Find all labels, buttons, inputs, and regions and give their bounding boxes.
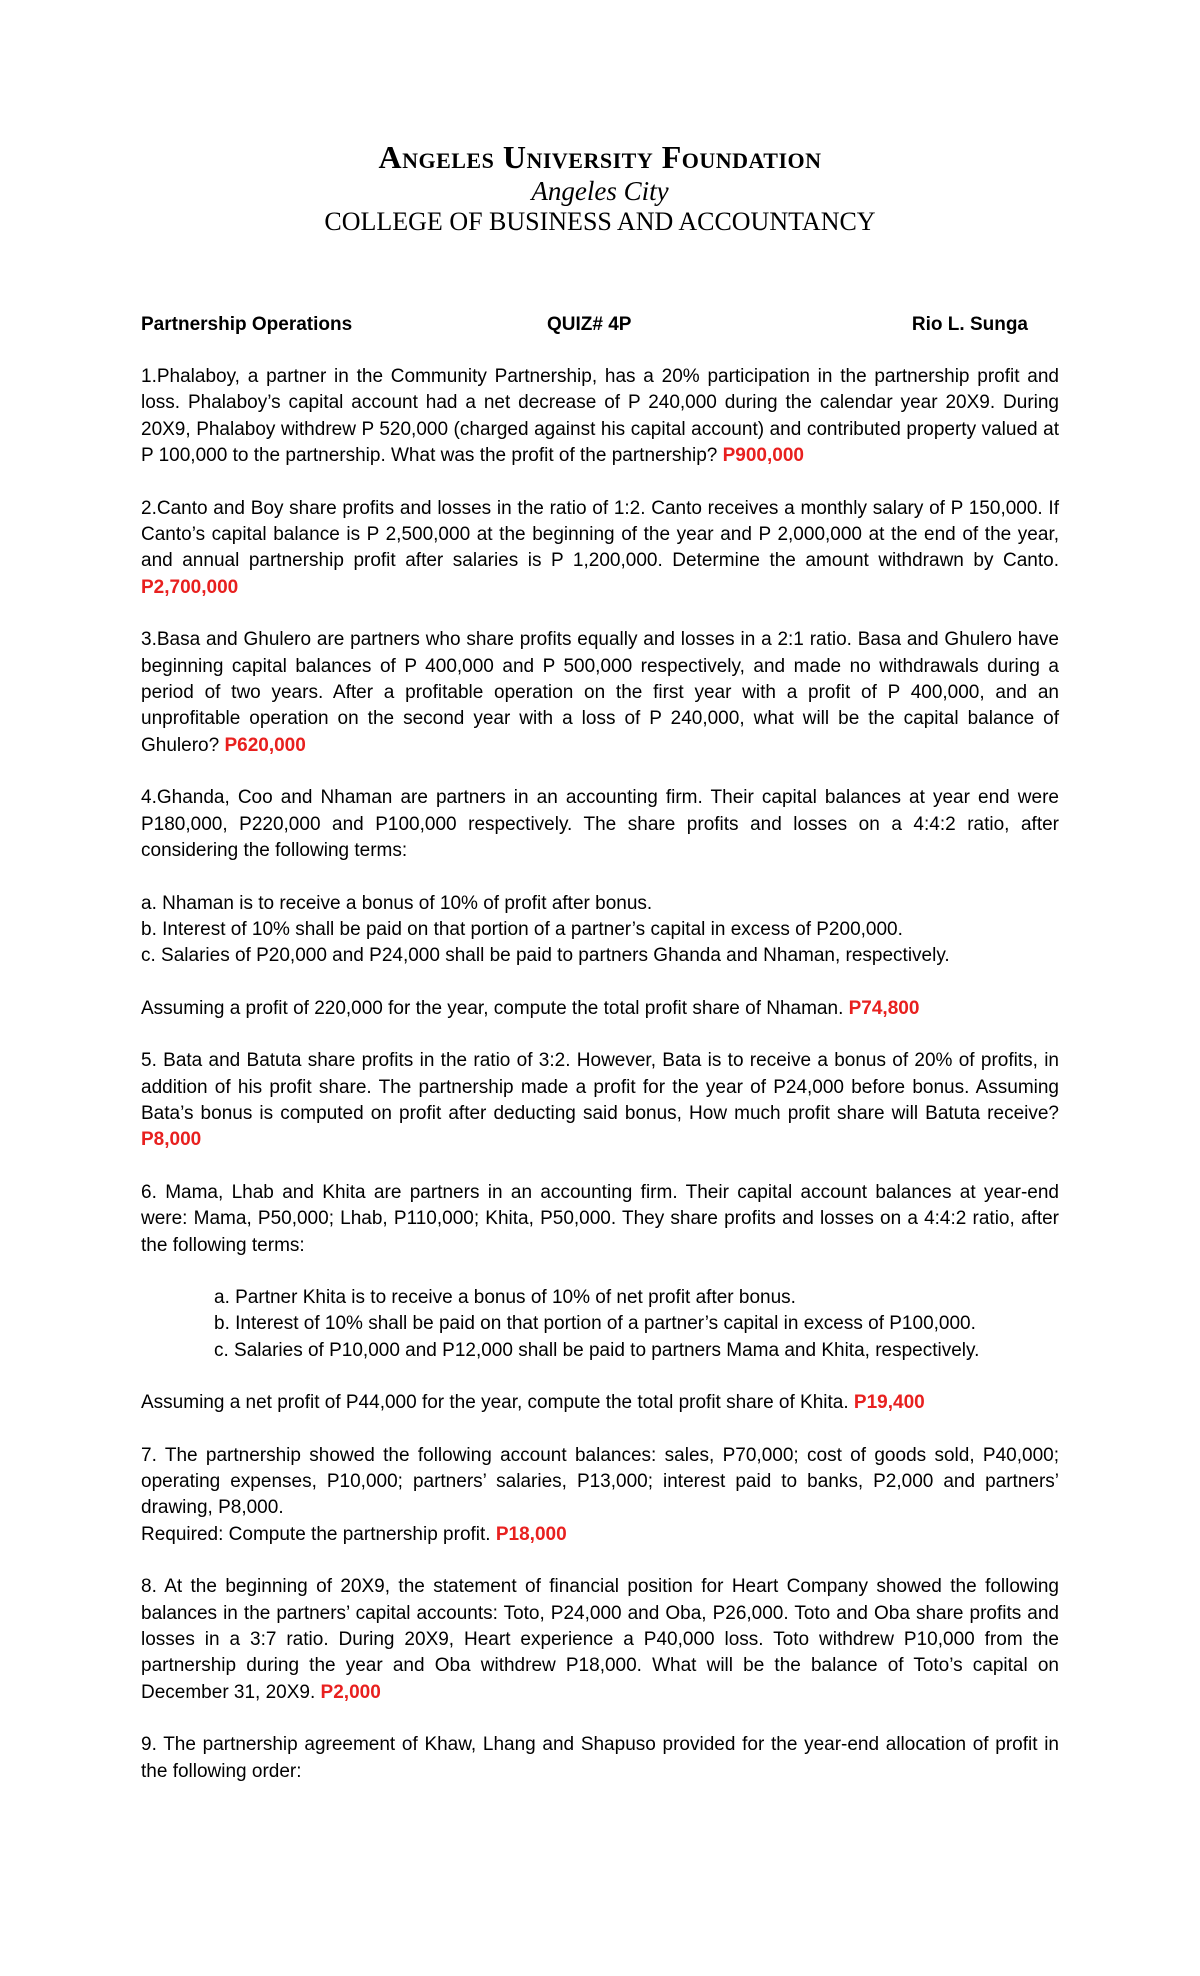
question-7-required-text: Required: Compute the partnership profit. bbox=[141, 1523, 491, 1545]
question-6-term-a: a. Partner Khita is to receive a bonus of 10% of net profit after bonus. bbox=[214, 1286, 796, 1308]
question-9-text: 9. The partnership agreement of Khaw, Lhang and Shapuso provided for the year-end allocation of profit in the following order: bbox=[141, 1734, 1059, 1782]
question-8-text: 8. At the beginning of 20X9, the statement of financial position for Heart Company showed the following balances in the partners’ capital accounts: Toto, P24,000 and Oba, P26,000. Toto and Oba share profits and losses in a 3:7 ratio. During 20X9, Heart experience a P40,000 loss. Toto withdrew P10,000 from the partnership during the year and Oba withdrew P18,000. What will be the balance of Toto’s capital on December 31, 20X9. bbox=[141, 1576, 1059, 1703]
question-6-term-c: c. Salaries of P10,000 and P12,000 shall be paid to partners Mama and Khita, respectively. bbox=[214, 1339, 980, 1361]
question-6-prompt bbox=[141, 1390, 1059, 1416]
question-4-answer: P74,800 bbox=[848, 997, 920, 1019]
author-name: Rio L. Sunga bbox=[911, 314, 1028, 335]
question-7-text: 7. The partnership showed the following account balances: sales, P70,000; cost of goods sold, P40,000; operating expenses, P10,000; partners’ salaries, P13,000; interest paid to banks, P2,000 and partners’ drawing, P8,000. bbox=[141, 1444, 1059, 1519]
question-3-text: 3.Basa and Ghulero are partners who share profits equally and losses in a 2:1 ratio. Basa and Ghulero have beginning capital balances of P 400,000 and P 500,000 respectively, and made no withdrawals during a period of two years. After a profitable operation on the first year with a profit of P 400,000, and an unprofitable operation on the second year with a loss of P 240,000, what will be the capital balance of Ghulero? bbox=[141, 629, 1059, 756]
question-4-prompt bbox=[141, 996, 1059, 1022]
question-5-text: 5. Bata and Batuta share profits in the ratio of 3:2. However, Bata is to receive a bonus of 20% of profits, in addition of his profit share. The partnership made a profit for the year of P24,000 before bonus. Assuming Bata’s bonus is computed on profit after deducting said bonus, How much profit share will Batuta receive? bbox=[141, 1050, 1059, 1124]
question-6-question: Assuming a net profit of P44,000 for the year, compute the total profit share of Khita. bbox=[141, 1392, 849, 1414]
question-3 bbox=[141, 627, 1059, 759]
question-1-answer: P900,000 bbox=[722, 445, 804, 467]
question-4-term-b: b. Interest of 10% shall be paid on that portion of a partner’s capital in excess of P200,000. bbox=[141, 918, 903, 940]
question-7-required bbox=[141, 1522, 1059, 1548]
university-name: Angeles University Foundation bbox=[378, 139, 822, 175]
question-7 bbox=[141, 1443, 1059, 1522]
quiz-number: QUIZ# 4P bbox=[547, 314, 632, 335]
question-6-text: 6. Mama, Lhab and Khita are partners in an accounting firm. Their capital account balances at year-end were: Mama, P50,000; Lhab, P110,000; Khita, P50,000. They share profits and losses on a 4:4:2 ratio, after the following terms: bbox=[141, 1181, 1059, 1256]
question-5-answer: P8,000 bbox=[141, 1129, 202, 1151]
question-1-text: 1.Phalaboy, a partner in the Community Partnership, has a 20% participation in the partnership profit and loss. Phalaboy’s capital account had a net decrease of P 240,000 during the calendar year 20X9. During 20X9, Phalaboy withdrew P 520,000 (charged against his capital account) and contributed property valued at P 100,000 to the partnership. What was the profit of the partnership? bbox=[141, 366, 1059, 467]
question-9 bbox=[141, 1732, 1059, 1785]
quiz-meta-row bbox=[141, 314, 1059, 342]
question-6-terms bbox=[141, 1285, 1059, 1364]
question-7-answer: P18,000 bbox=[495, 1523, 567, 1545]
question-8-answer: P2,000 bbox=[320, 1681, 381, 1703]
university-city: Angeles City bbox=[531, 176, 669, 206]
question-6-term-b: b. Interest of 10% shall be paid on that portion of a partner’s capital in excess of P100,000. bbox=[214, 1313, 976, 1335]
question-5 bbox=[141, 1048, 1059, 1154]
question-4 bbox=[141, 785, 1059, 864]
question-4-term-a: a. Nhaman is to receive a bonus of 10% of profit after bonus. bbox=[141, 892, 653, 914]
college-name: COLLEGE OF BUSINESS AND ACCOUNTANCY bbox=[324, 207, 876, 236]
question-4-term-c: c. Salaries of P20,000 and P24,000 shall be paid to partners Ghanda and Nhaman, respectively. bbox=[141, 945, 950, 967]
question-4-terms bbox=[141, 891, 1059, 970]
question-4-text: 4.Ghanda, Coo and Nhaman are partners in an accounting firm. Their capital balances at year end were P180,000, P220,000 and P100,000 respectively. The share profits and losses on a 4:4:2 ratio, after considering the following terms: bbox=[141, 787, 1059, 862]
question-2-text: 2.Canto and Boy share profits and losses in the ratio of 1:2. Canto receives a monthly salary of P 150,000. If Canto’s capital balance is P 2,500,000 at the beginning of the year and P 2,000,000 at the end of the year, and annual partnership profit after salaries is P 1,200,000. Determine the amount withdrawn by Canto. bbox=[141, 497, 1059, 572]
questions-body bbox=[141, 364, 1059, 1811]
question-6-answer: P19,400 bbox=[853, 1392, 925, 1414]
course-title: Partnership Operations bbox=[141, 314, 353, 335]
question-4-question: Assuming a profit of 220,000 for the year, compute the total profit share of Nhaman. bbox=[141, 997, 844, 1019]
question-1 bbox=[141, 364, 1059, 470]
question-8 bbox=[141, 1574, 1059, 1706]
question-2 bbox=[141, 496, 1059, 602]
document-header bbox=[0, 138, 1200, 238]
question-2-answer: P2,700,000 bbox=[141, 576, 239, 598]
question-6 bbox=[141, 1180, 1059, 1259]
question-3-answer: P620,000 bbox=[224, 734, 306, 756]
